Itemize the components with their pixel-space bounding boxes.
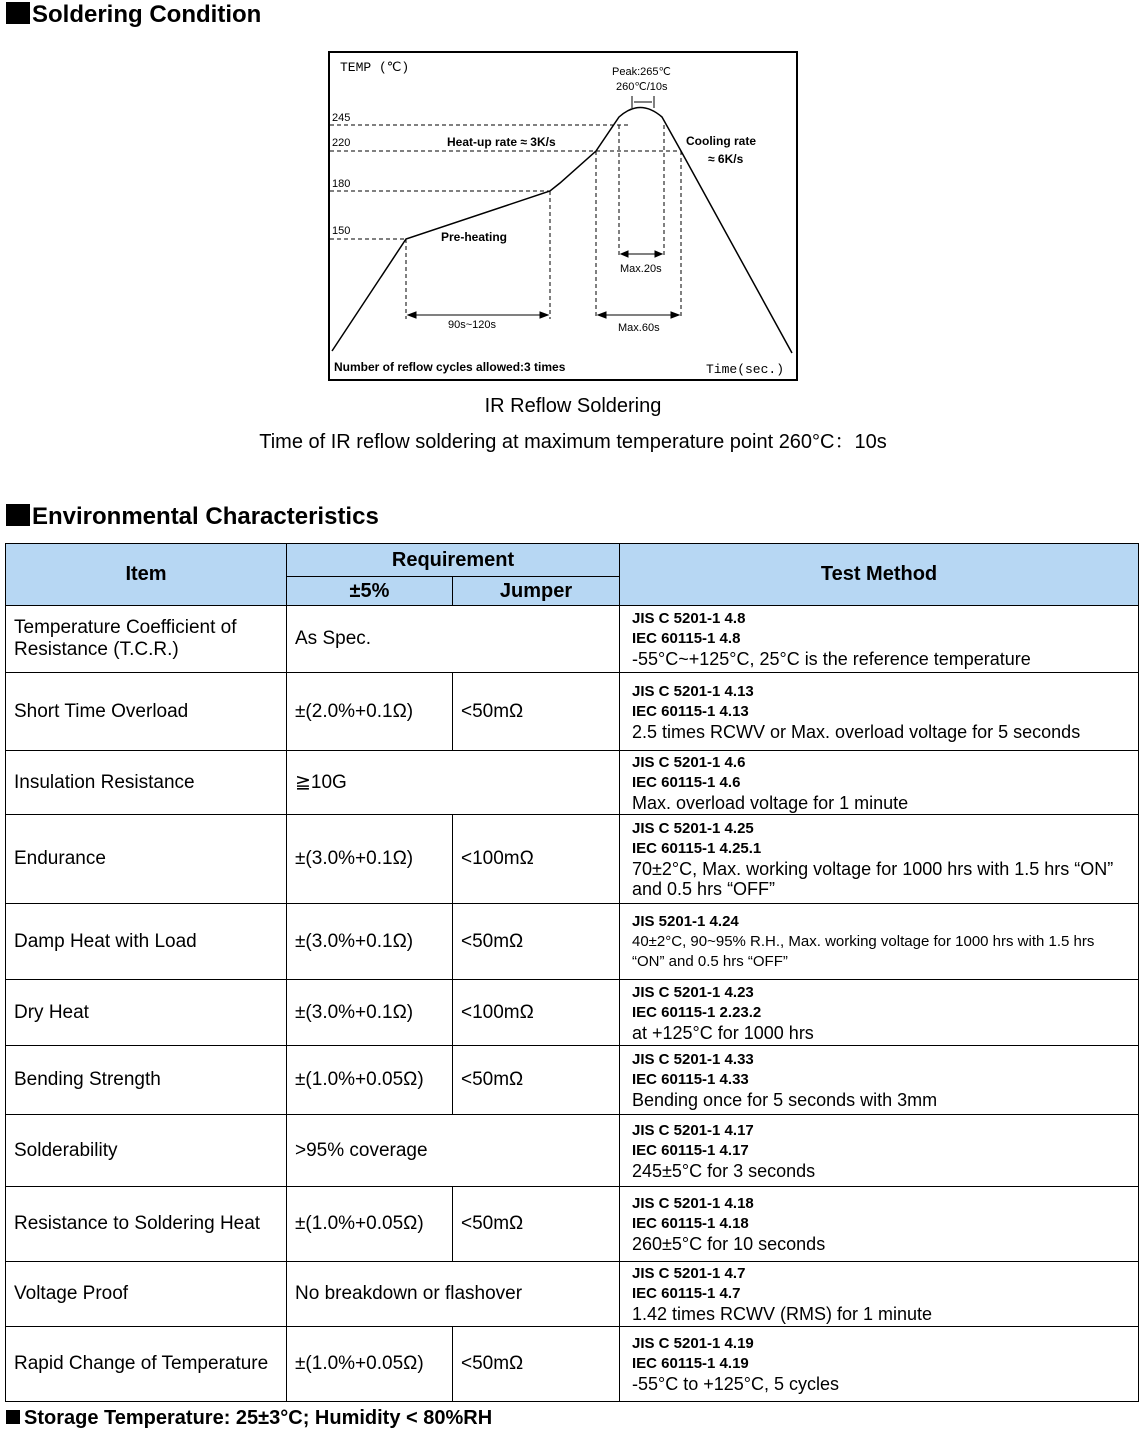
method-text: 260±5°C for 10 seconds [632, 1234, 826, 1254]
row-test-method [620, 1187, 1139, 1262]
max60-label: Max.60s [618, 322, 660, 334]
row-test-method [620, 751, 1139, 815]
table-row [6, 751, 1139, 815]
square-bullet-icon [6, 1410, 20, 1424]
standard-ref: IEC 60115-1 4.25.1 [632, 840, 762, 857]
row-item: Resistance to Soldering Heat [6, 1187, 287, 1262]
header-jumper: Jumper [453, 577, 620, 606]
soldering-section-title [6, 0, 261, 30]
peak-label: Peak:265℃ [612, 66, 671, 78]
cooling-rate-value: ≈ 6K/s [708, 152, 744, 166]
row-test-method [620, 606, 1139, 673]
row-test-method [620, 1115, 1139, 1187]
row-item: Short Time Overload [6, 673, 287, 751]
row-requirement: ≧10G [287, 751, 620, 815]
row-item: Voltage Proof [6, 1262, 287, 1327]
standard-ref: IEC 60115-1 4.19 [632, 1355, 749, 1372]
standard-ref: JIS C 5201-1 4.33 [632, 1051, 754, 1068]
row-pct: ±(1.0%+0.05Ω) [287, 1327, 453, 1402]
method-text: 70±2°C, Max. working voltage for 1000 hrs with 1.5 hrs “ON” and 0.5 hrs “OFF” [632, 859, 1114, 899]
header-test-method: Test Method [620, 544, 1139, 606]
method-text: 245±5°C for 3 seconds [632, 1160, 816, 1181]
row-requirement: No breakdown or flashover [287, 1262, 620, 1327]
y-tick-220: 220 [332, 137, 351, 149]
row-pct: ±(2.0%+0.1Ω) [287, 673, 453, 751]
row-pct: ±(3.0%+0.1Ω) [287, 815, 453, 904]
table-row [6, 1187, 1139, 1262]
method-text: 40±2°C, 90~95% R.H., Max. working voltage for 1000 hrs with 1.5 hrs “ON” and 0.5 hrs “OFF” [632, 932, 1095, 970]
row-test-method [620, 980, 1139, 1046]
peak-hold-label: 260℃/10s [616, 81, 668, 93]
row-jumper: <50mΩ [453, 1327, 620, 1402]
row-jumper: <100mΩ [453, 815, 620, 904]
table-row [6, 1115, 1139, 1187]
standard-ref: JIS C 5201-1 4.13 [632, 682, 754, 700]
row-item: Bending Strength [6, 1046, 287, 1115]
row-test-method [620, 1262, 1139, 1327]
standard-ref: IEC 60115-1 4.17 [632, 1141, 749, 1159]
square-bullet-icon [6, 504, 30, 526]
table-row [6, 980, 1139, 1046]
standard-ref: IEC 60115-1 4.8 [632, 630, 741, 647]
reflow-profile-diagram [328, 51, 798, 381]
table-row [6, 815, 1139, 904]
diagram-frame [329, 52, 797, 380]
table-row [6, 904, 1139, 980]
standard-ref: IEC 60115-1 4.13 [632, 702, 749, 720]
max20-label: Max.20s [620, 263, 662, 275]
row-item: Solderability [6, 1115, 287, 1187]
row-jumper: <50mΩ [453, 1187, 620, 1262]
row-pct: ±(3.0%+0.1Ω) [287, 980, 453, 1046]
standard-ref: JIS C 5201-1 4.7 [632, 1265, 746, 1282]
row-test-method [620, 673, 1139, 751]
row-pct: ±(1.0%+0.05Ω) [287, 1187, 453, 1262]
row-item: Insulation Resistance [6, 751, 287, 815]
standard-ref: IEC 60115-1 4.33 [632, 1071, 749, 1088]
table-row [6, 673, 1139, 751]
standard-ref: IEC 60115-1 4.7 [632, 1285, 741, 1302]
diagram-caption: IR Reflow Soldering [484, 395, 662, 417]
table-row [6, 606, 1139, 673]
standard-ref: JIS C 5201-1 4.23 [632, 983, 754, 1001]
row-pct: ±(1.0%+0.05Ω) [287, 1046, 453, 1115]
row-item: Temperature Coefficient of Resistance (T.C.R.) [6, 606, 287, 673]
method-text: 2.5 times RCWV or Max. overload voltage for 5 seconds [632, 721, 1081, 742]
row-test-method [620, 904, 1139, 980]
standard-ref: JIS C 5201-1 4.18 [632, 1195, 754, 1212]
environmental-section-title [6, 502, 379, 532]
standard-ref: JIS C 5201-1 4.25 [632, 820, 754, 837]
y-tick-245: 245 [332, 112, 351, 124]
table-row [6, 1327, 1139, 1402]
table-row [6, 1262, 1139, 1327]
row-test-method [620, 1046, 1139, 1115]
row-pct: ±(3.0%+0.1Ω) [287, 904, 453, 980]
method-text: Max. overload voltage for 1 minute [632, 792, 909, 813]
standard-ref: IEC 60115-1 4.6 [632, 773, 741, 791]
y-tick-150: 150 [332, 225, 351, 237]
row-jumper: <100mΩ [453, 980, 620, 1046]
reflow-cycles-label: Number of reflow cycles allowed:3 times [334, 360, 566, 374]
method-text: Bending once for 5 seconds with 3mm [632, 1090, 938, 1110]
row-jumper: <50mΩ [453, 904, 620, 980]
standard-ref: JIS C 5201-1 4.19 [632, 1335, 754, 1352]
standard-ref: JIS C 5201-1 4.8 [632, 610, 746, 627]
standard-ref: IEC 60115-1 2.23.2 [632, 1003, 762, 1021]
method-text: -55°C~+125°C, 25°C is the reference temperature [632, 649, 1031, 669]
method-text: 1.42 times RCWV (RMS) for 1 minute [632, 1304, 933, 1324]
preheat-time-label: 90s~120s [448, 319, 497, 331]
row-test-method [620, 815, 1139, 904]
reflow-time-note: Time of IR reflow soldering at maximum temperature point 260°C：10s [259, 431, 887, 453]
standard-ref: JIS C 5201-1 4.6 [632, 753, 746, 771]
row-jumper: <50mΩ [453, 673, 620, 751]
standard-ref: IEC 60115-1 4.18 [632, 1215, 749, 1232]
square-bullet-icon [6, 2, 30, 24]
standard-ref: JIS 5201-1 4.24 [632, 912, 739, 930]
header-requirement: Requirement [287, 544, 620, 577]
environmental-table [5, 543, 1139, 1402]
row-requirement: As Spec. [287, 606, 620, 673]
header-item: Item [6, 544, 287, 606]
cooling-rate-label: Cooling rate [686, 134, 757, 148]
y-tick-180: 180 [332, 178, 351, 190]
header-pct: ±5% [287, 577, 453, 606]
method-text: -55°C to +125°C, 5 cycles [632, 1374, 839, 1394]
row-item: Endurance [6, 815, 287, 904]
time-axis-label: Time(sec.) [706, 362, 785, 377]
storage-note [6, 1405, 492, 1431]
temp-axis-label: TEMP (℃) [340, 60, 410, 75]
row-test-method [620, 1327, 1139, 1402]
method-text: at +125°C for 1000 hrs [632, 1022, 814, 1043]
row-jumper: <50mΩ [453, 1046, 620, 1115]
storage-text: Storage Temperature: 25±3°C; Humidity < 80%RH [24, 1407, 493, 1429]
row-item: Damp Heat with Load [6, 904, 287, 980]
row-item: Dry Heat [6, 980, 287, 1046]
table-row [6, 1046, 1139, 1115]
soldering-title-text: Soldering Condition [32, 1, 262, 28]
row-requirement: >95% coverage [287, 1115, 620, 1187]
row-item: Rapid Change of Temperature [6, 1327, 287, 1402]
preheating-label: Pre-heating [441, 230, 508, 244]
standard-ref: JIS C 5201-1 4.17 [632, 1121, 754, 1139]
environmental-title-text: Environmental Characteristics [32, 503, 379, 530]
heatup-rate-label: Heat-up rate ≈ 3K/s [447, 135, 556, 149]
